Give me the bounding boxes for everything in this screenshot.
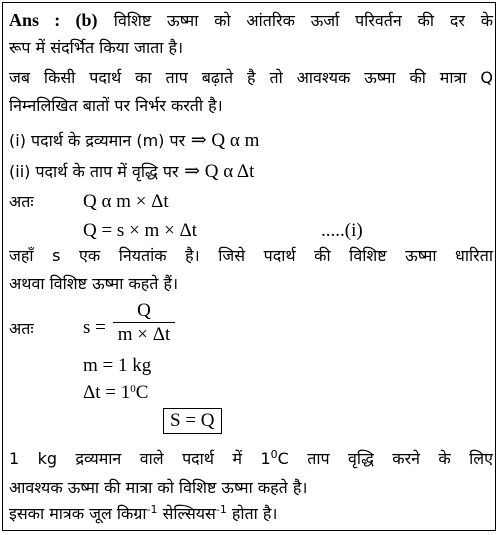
constant-text-1-content: जहाँ s एक नियतांक है। जिसे पदार्थ की विशिष्ट ऊष्मा धारिता bbox=[9, 246, 493, 265]
condition-1-math: ⇒ Q α m bbox=[190, 130, 260, 151]
definition-text-2: रूप में संदर्भित किया जाता है। bbox=[9, 38, 184, 57]
final-line-1 bbox=[9, 446, 493, 472]
unit-suffix: होता है। bbox=[226, 504, 278, 523]
temperature-change-value: Δt = 1 bbox=[83, 382, 131, 403]
unit-mid: सेल्सियस bbox=[157, 504, 216, 523]
unit-statement bbox=[9, 504, 277, 523]
therefore-label-2: अतः bbox=[9, 319, 34, 338]
boxed-equation-wrapper bbox=[163, 408, 222, 434]
specific-heat-fraction bbox=[113, 300, 175, 347]
condition-2 bbox=[9, 159, 254, 185]
final-line-1-content bbox=[9, 449, 493, 468]
answer-line-4 bbox=[9, 93, 223, 119]
constant-text-2 bbox=[9, 271, 178, 297]
answer-box bbox=[2, 2, 496, 531]
final-line-1-prefix: 1 kg द्रव्यमान वाले पदार्थ में 1 bbox=[9, 449, 271, 468]
unit-sup-2: -1 bbox=[215, 503, 227, 516]
equation-reference: .....(i) bbox=[321, 220, 363, 241]
answer-label: Ans : (b) bbox=[9, 10, 98, 30]
therefore-label-1: अतः bbox=[9, 192, 34, 211]
condition-2-text: (ii) पदार्थ के ताप में वृद्धि पर bbox=[9, 162, 179, 181]
condition-2-math: ⇒ Q α Δt bbox=[184, 161, 255, 182]
temperature-change bbox=[83, 380, 148, 406]
unit-prefix: इसका मात्रक जूल किग्रा bbox=[9, 504, 147, 523]
final-degree-sup: 0 bbox=[270, 448, 278, 461]
answer-line-2 bbox=[9, 35, 183, 61]
mass-value: m = 1 kg bbox=[83, 355, 152, 376]
final-line-1-suffix: C ताप वृद्धि करने के लिए bbox=[277, 449, 493, 468]
constant-text-1 bbox=[9, 243, 493, 269]
answer-line-3 bbox=[9, 65, 493, 91]
condition-1 bbox=[9, 128, 259, 154]
heat-dependency-text-2: निम्नलिखित बातों पर निर्भर करती है। bbox=[9, 96, 223, 115]
celsius-unit: C bbox=[135, 382, 149, 403]
answer-line-1 bbox=[9, 7, 493, 34]
definition-text-1: विशिष्ट ऊष्मा को आंतरिक ऊर्जा परिवर्तन की दर के bbox=[113, 11, 493, 30]
specific-heat-lhs: s = bbox=[83, 317, 106, 338]
heat-dependency-text: जब किसी पदार्थ का ताप बढ़ाते है तो आवश्यक ऊष्मा की मात्रा Q bbox=[9, 68, 493, 87]
degree-sup: 0 bbox=[130, 383, 136, 395]
boxed-equation: S = Q bbox=[163, 408, 222, 434]
final-line-2 bbox=[9, 475, 307, 501]
equation-proportional: Q α m × Δt bbox=[83, 191, 169, 212]
final-line-2-content: आवश्यक ऊष्मा की मात्रा को विशिष्ट ऊष्मा कहते है। bbox=[9, 478, 308, 497]
equation-heat: Q = s × m × Δt bbox=[83, 220, 198, 241]
unit-sup-1: -1 bbox=[146, 503, 158, 516]
fraction-denominator: m × Δt bbox=[117, 324, 171, 345]
condition-1-text: (i) पदार्थ के द्रव्यमान (m) पर bbox=[9, 131, 186, 150]
final-line-3 bbox=[9, 501, 277, 527]
fraction-numerator: Q bbox=[137, 300, 151, 321]
constant-text-2-content: अथवा विशिष्ट ऊष्मा कहते हैं। bbox=[9, 274, 179, 293]
